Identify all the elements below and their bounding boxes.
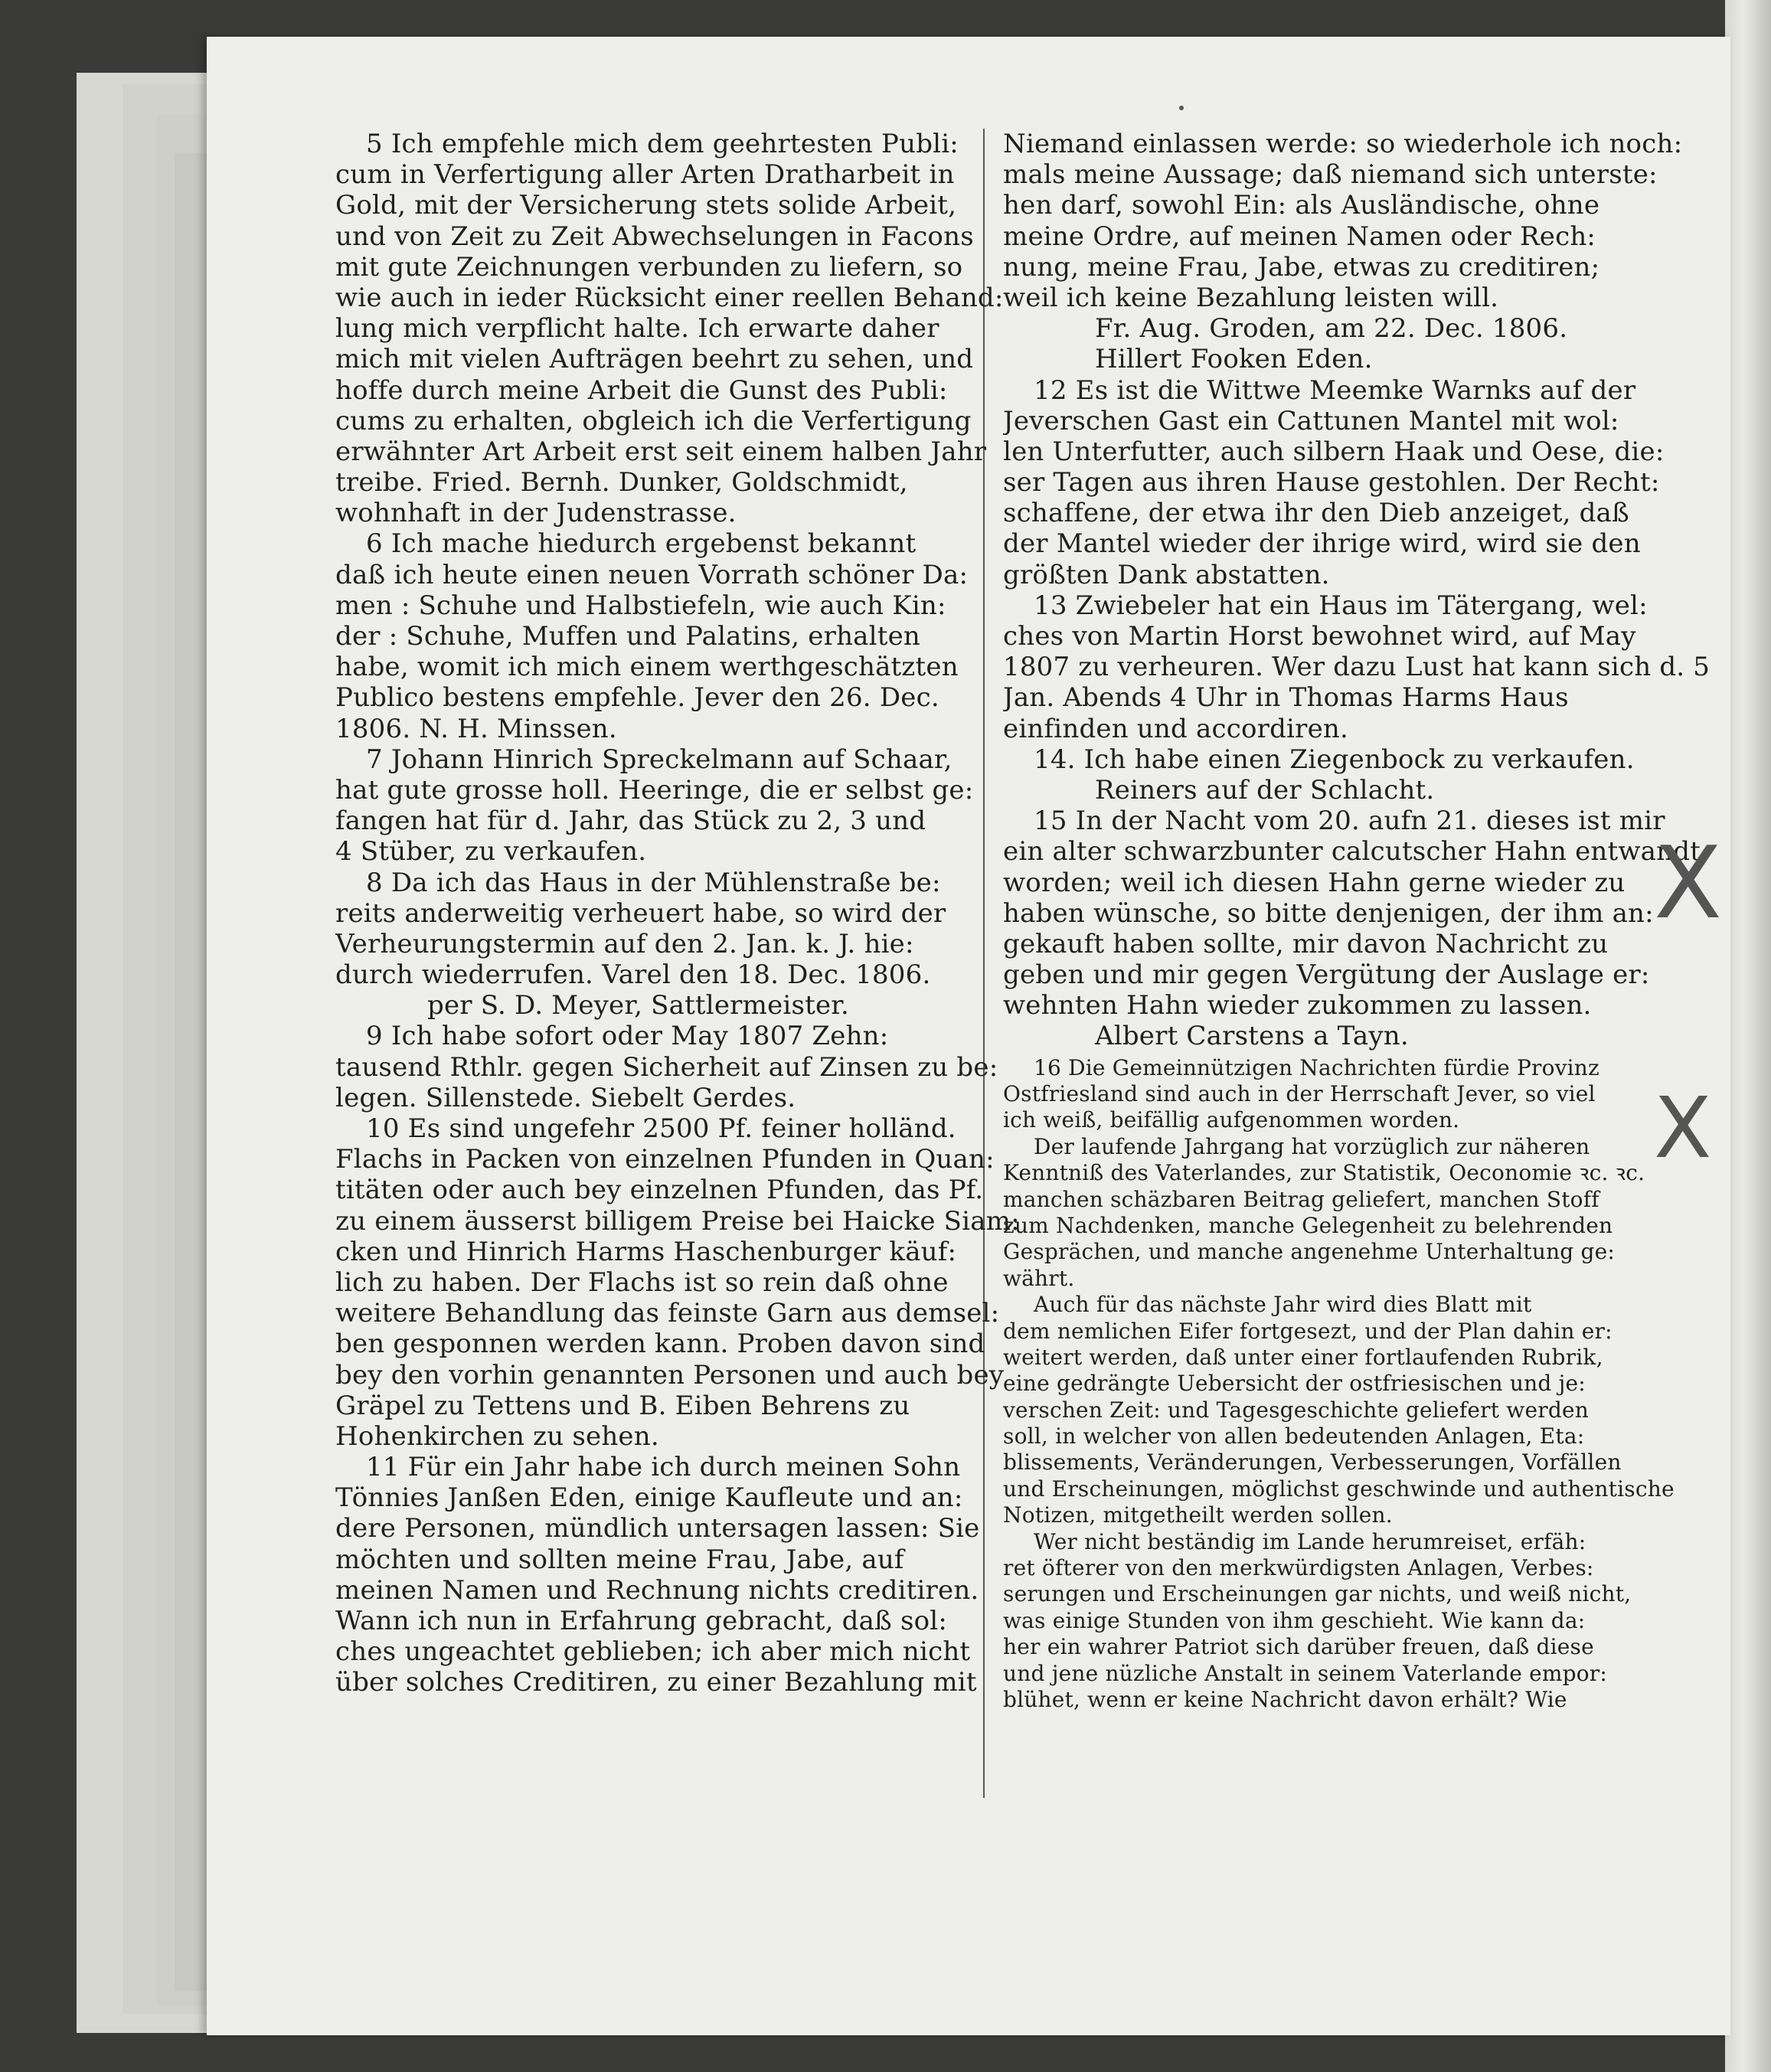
- text-line: cum in Verfertigung aller Arten Dratharbeit in: [335, 159, 955, 191]
- text-line: Gold, mit der Versicherung stets solide Arbeit,: [335, 190, 957, 221]
- text-line: ich weiß, beifällig aufgenommen worden.: [1003, 1107, 1460, 1133]
- text-line: wehnten Hahn wieder zukommen zu lassen.: [1003, 990, 1592, 1021]
- text-line: bey den vorhin genannten Personen und auch bey: [335, 1359, 1005, 1391]
- text-line: Hillert Fooken Eden.: [1095, 344, 1373, 375]
- text-line: einfinden und accordiren.: [1003, 713, 1349, 744]
- text-line: Fr. Aug. Groden, am 22. Dec. 1806.: [1095, 313, 1568, 345]
- text-line: wie auch in ieder Rücksicht einer reellen Behand:: [335, 282, 1004, 313]
- text-line: und jene nüzliche Anstalt in seinem Vaterlande empor:: [1003, 1660, 1608, 1686]
- text-line: Albert Carstens a Tayn.: [1095, 1021, 1409, 1052]
- text-line: hat gute grosse holl. Heeringe, die er selbst ge:: [335, 774, 974, 806]
- text-line: meinen Namen und Rechnung nichts creditiren.: [335, 1574, 979, 1606]
- text-line: Wer nicht beständig im Lande herumreiset, erfäh:: [1034, 1528, 1586, 1554]
- text-line: und Erscheinungen, möglichst geschwinde und authentische: [1003, 1476, 1675, 1502]
- text-line: 7 Johann Hinrich Spreckelmann auf Schaar,: [366, 744, 952, 775]
- text-line: dere Personen, mündlich untersagen lassen: Sie: [335, 1513, 980, 1544]
- text-line: währt.: [1003, 1265, 1075, 1291]
- text-line: Reiners auf der Schlacht.: [1095, 774, 1435, 806]
- margin-mark: X: [1654, 825, 1723, 941]
- text-line: haben wünsche, so bitte denjenigen, der ihm an:: [1003, 897, 1654, 929]
- newspaper-page: [207, 37, 1730, 2035]
- text-line: 4 Stüber, zu verkaufen.: [335, 836, 647, 868]
- text-line: fangen hat für d. Jahr, das Stück zu 2, 3 und: [335, 806, 926, 837]
- text-line: 15 In der Nacht vom 20. aufn 21. dieses ist mir: [1034, 806, 1665, 837]
- text-line: verschen Zeit: und Tagesgeschichte geliefert werden: [1003, 1397, 1589, 1423]
- text-line: 8 Da ich das Haus in der Mühlenstraße be:: [366, 867, 941, 898]
- text-line: cken und Hinrich Harms Haschenburger käuf:: [335, 1236, 957, 1267]
- text-line: der Mantel wieder der ihrige wird, wird sie den: [1003, 528, 1641, 560]
- text-line: nung, meine Frau, Jabe, etwas zu creditiren;: [1003, 251, 1600, 283]
- text-line: eine gedrängte Uebersicht der ostfriesischen und je:: [1003, 1371, 1586, 1397]
- ink-dot: [1179, 106, 1184, 110]
- text-line: Kenntniß des Vaterlandes, zur Statistik, Oeconomie ꝛc. ꝛc.: [1003, 1160, 1645, 1186]
- text-line: wohnhaft in der Judenstrasse.: [335, 498, 737, 529]
- text-line: Verheurungstermin auf den 2. Jan. k. J. hie:: [335, 928, 914, 959]
- text-line: Tönnies Janßen Eden, einige Kaufleute und an:: [335, 1482, 963, 1514]
- text-line: möchten und sollten meine Frau, Jabe, auf: [335, 1544, 904, 1575]
- text-line: blissements, Veränderungen, Verbesserungen, Vorfällen: [1003, 1449, 1622, 1476]
- text-line: blühet, wenn er keine Nachricht davon erhält? Wie: [1003, 1687, 1567, 1712]
- text-line: und von Zeit zu Zeit Abwechselungen in Facons: [335, 221, 974, 252]
- text-line: 10 Es sind ungefehr 2500 Pf. feiner holländ.: [366, 1113, 956, 1144]
- text-line: Hohenkirchen zu sehen.: [335, 1420, 659, 1452]
- text-line: Publico bestens empfehle. Jever den 26. Dec.: [335, 682, 939, 714]
- text-line: 14. Ich habe einen Ziegenbock zu verkaufen.: [1034, 744, 1635, 775]
- text-line: über solches Creditiren, zu einer Bezahlung mit: [335, 1667, 977, 1698]
- text-line: Der laufende Jahrgang hat vorzüglich zur näheren: [1034, 1133, 1590, 1159]
- text-line: Gesprächen, und manche angenehme Unterhaltung ge:: [1003, 1239, 1616, 1265]
- text-line: Jan. Abends 4 Uhr in Thomas Harms Haus: [1003, 682, 1569, 714]
- text-line: treibe. Fried. Bernh. Dunker, Goldschmidt,: [335, 467, 908, 498]
- text-line: 16 Die Gemeinnützigen Nachrichten fürdie Provinz: [1034, 1054, 1599, 1080]
- text-line: zu einem äusserst billigem Preise bei Haicke Siam:: [335, 1205, 1020, 1237]
- text-line: zum Nachdenken, manche Gelegenheit zu belehrenden: [1003, 1212, 1613, 1238]
- text-line: ser Tagen aus ihren Hause gestohlen. Der Recht:: [1003, 467, 1660, 498]
- text-line: ein alter schwarzbunter calcutscher Hahn entwandt: [1003, 836, 1701, 868]
- text-line: serungen und Erscheinungen gar nichts, und weiß nicht,: [1003, 1581, 1632, 1607]
- text-line: 9 Ich habe sofort oder May 1807 Zehn:: [366, 1021, 889, 1052]
- text-line: hoffe durch meine Arbeit die Gunst des Publi:: [335, 374, 948, 406]
- text-line: 11 Für ein Jahr habe ich durch meinen Sohn: [366, 1452, 961, 1483]
- text-line: weil ich keine Bezahlung leisten will.: [1003, 282, 1499, 313]
- text-line: reits anderweitig verheuert habe, so wird der: [335, 897, 946, 929]
- text-line: größten Dank abstatten.: [1003, 559, 1330, 590]
- text-line: hen darf, sowohl Ein: als Ausländische, ohne: [1003, 190, 1600, 221]
- text-line: worden; weil ich diesen Hahn gerne wieder zu: [1003, 867, 1626, 898]
- text-line: legen. Sillenstede. Siebelt Gerdes.: [335, 1082, 796, 1113]
- text-line: meine Ordre, auf meinen Namen oder Rech:: [1003, 221, 1596, 252]
- text-line: erwähnter Art Arbeit erst seit einem halben Jahr: [335, 436, 987, 467]
- text-line: dem nemlichen Eifer fortgesezt, und der Plan dahin er:: [1003, 1318, 1613, 1344]
- text-line: 1806. N. H. Minssen.: [335, 713, 617, 744]
- text-line: manchen schäzbaren Beitrag geliefert, manchen Stoff: [1003, 1186, 1599, 1212]
- text-line: 5 Ich empfehle mich dem geehrtesten Publi:: [366, 129, 959, 159]
- text-line: her ein wahrer Patriot sich darüber freuen, daß diese: [1003, 1634, 1594, 1660]
- text-line: soll, in welcher von allen bedeutenden Anlagen, Eta:: [1003, 1423, 1585, 1449]
- text-line: weitert werden, daß unter einer fortlaufenden Rubrik,: [1003, 1344, 1603, 1370]
- text-line: cums zu erhalten, obgleich ich die Verfertigung: [335, 405, 972, 436]
- text-line: daß ich heute einen neuen Vorrath schöner Da:: [335, 559, 969, 590]
- text-line: mals meine Aussage; daß niemand sich unterste:: [1003, 159, 1658, 191]
- text-line: geben und mir gegen Vergütung der Auslage er:: [1003, 959, 1650, 991]
- text-line: Auch für das nächste Jahr wird dies Blatt mit: [1034, 1292, 1532, 1318]
- text-line: Wann ich nun in Erfahrung gebracht, daß sol:: [335, 1606, 948, 1636]
- text-line: schaffene, der etwa ihr den Dieb anzeiget, daß: [1003, 498, 1629, 529]
- text-line: 12 Es ist die Wittwe Meemke Warnks auf der: [1034, 374, 1636, 406]
- margin-mark: X: [1654, 1079, 1712, 1177]
- text-line: lung mich verpflicht halte. Ich erwarte daher: [335, 313, 939, 345]
- text-line: was einige Stunden von ihm geschieht. Wie kann da:: [1003, 1607, 1586, 1633]
- text-line: Flachs in Packen von einzelnen Pfunden in Quan:: [335, 1144, 995, 1175]
- text-line: Notizen, mitgetheilt werden sollen.: [1003, 1502, 1393, 1528]
- text-line: mit gute Zeichnungen verbunden zu liefern, so: [335, 251, 963, 283]
- text-line: habe, womit ich mich einem werthgeschätzten: [335, 652, 959, 683]
- text-line: ches von Martin Horst bewohnet wird, auf May: [1003, 621, 1636, 652]
- text-line: lich zu haben. Der Flachs ist so rein daß ohne: [335, 1266, 949, 1298]
- text-line: mich mit vielen Aufträgen beehrt zu sehen, und: [335, 344, 974, 375]
- text-line: durch wiederrufen. Varel den 18. Dec. 1806.: [335, 959, 931, 991]
- text-line: men : Schuhe und Halbstiefeln, wie auch Kin:: [335, 590, 946, 621]
- text-line: Ostfriesland sind auch in der Herrschaft Jever, so viel: [1003, 1081, 1596, 1107]
- text-line: Gräpel zu Tettens und B. Eiben Behrens zu: [335, 1390, 910, 1421]
- text-line: per S. D. Meyer, Sattlermeister.: [427, 990, 850, 1021]
- text-line: len Unterfutter, auch silbern Haak und Oese, die:: [1003, 436, 1665, 467]
- text-line: titäten oder auch bey einzelnen Pfunden, das Pf.: [335, 1175, 984, 1206]
- text-line: Niemand einlassen werde: so wiederhole ich noch:: [1003, 129, 1683, 159]
- text-line: ben gesponnen werden kann. Proben davon sind: [335, 1328, 985, 1360]
- text-line: ret öfterer von den merkwürdigsten Anlagen, Verbes:: [1003, 1555, 1594, 1581]
- text-line: 6 Ich mache hiedurch ergebenst bekannt: [366, 528, 917, 560]
- text-line: 13 Zwiebeler hat ein Haus im Tätergang, wel:: [1034, 590, 1648, 621]
- text-line: gekauft haben sollte, mir davon Nachricht zu: [1003, 928, 1609, 959]
- text-line: Jeverschen Gast ein Cattunen Mantel mit wol:: [1003, 405, 1619, 436]
- text-line: ches ungeachtet geblieben; ich aber mich nicht: [335, 1636, 971, 1668]
- text-line: weitere Behandlung das feinste Garn aus demsel:: [335, 1298, 1000, 1329]
- text-line: tausend Rthlr. gegen Sicherheit auf Zinsen zu be:: [335, 1051, 998, 1083]
- text-line: der : Schuhe, Muffen und Palatins, erhalten: [335, 621, 921, 652]
- left-column: [335, 129, 1109, 1698]
- text-line: 1807 zu verheuren. Wer dazu Lust hat kann sich d. 5: [1003, 652, 1711, 683]
